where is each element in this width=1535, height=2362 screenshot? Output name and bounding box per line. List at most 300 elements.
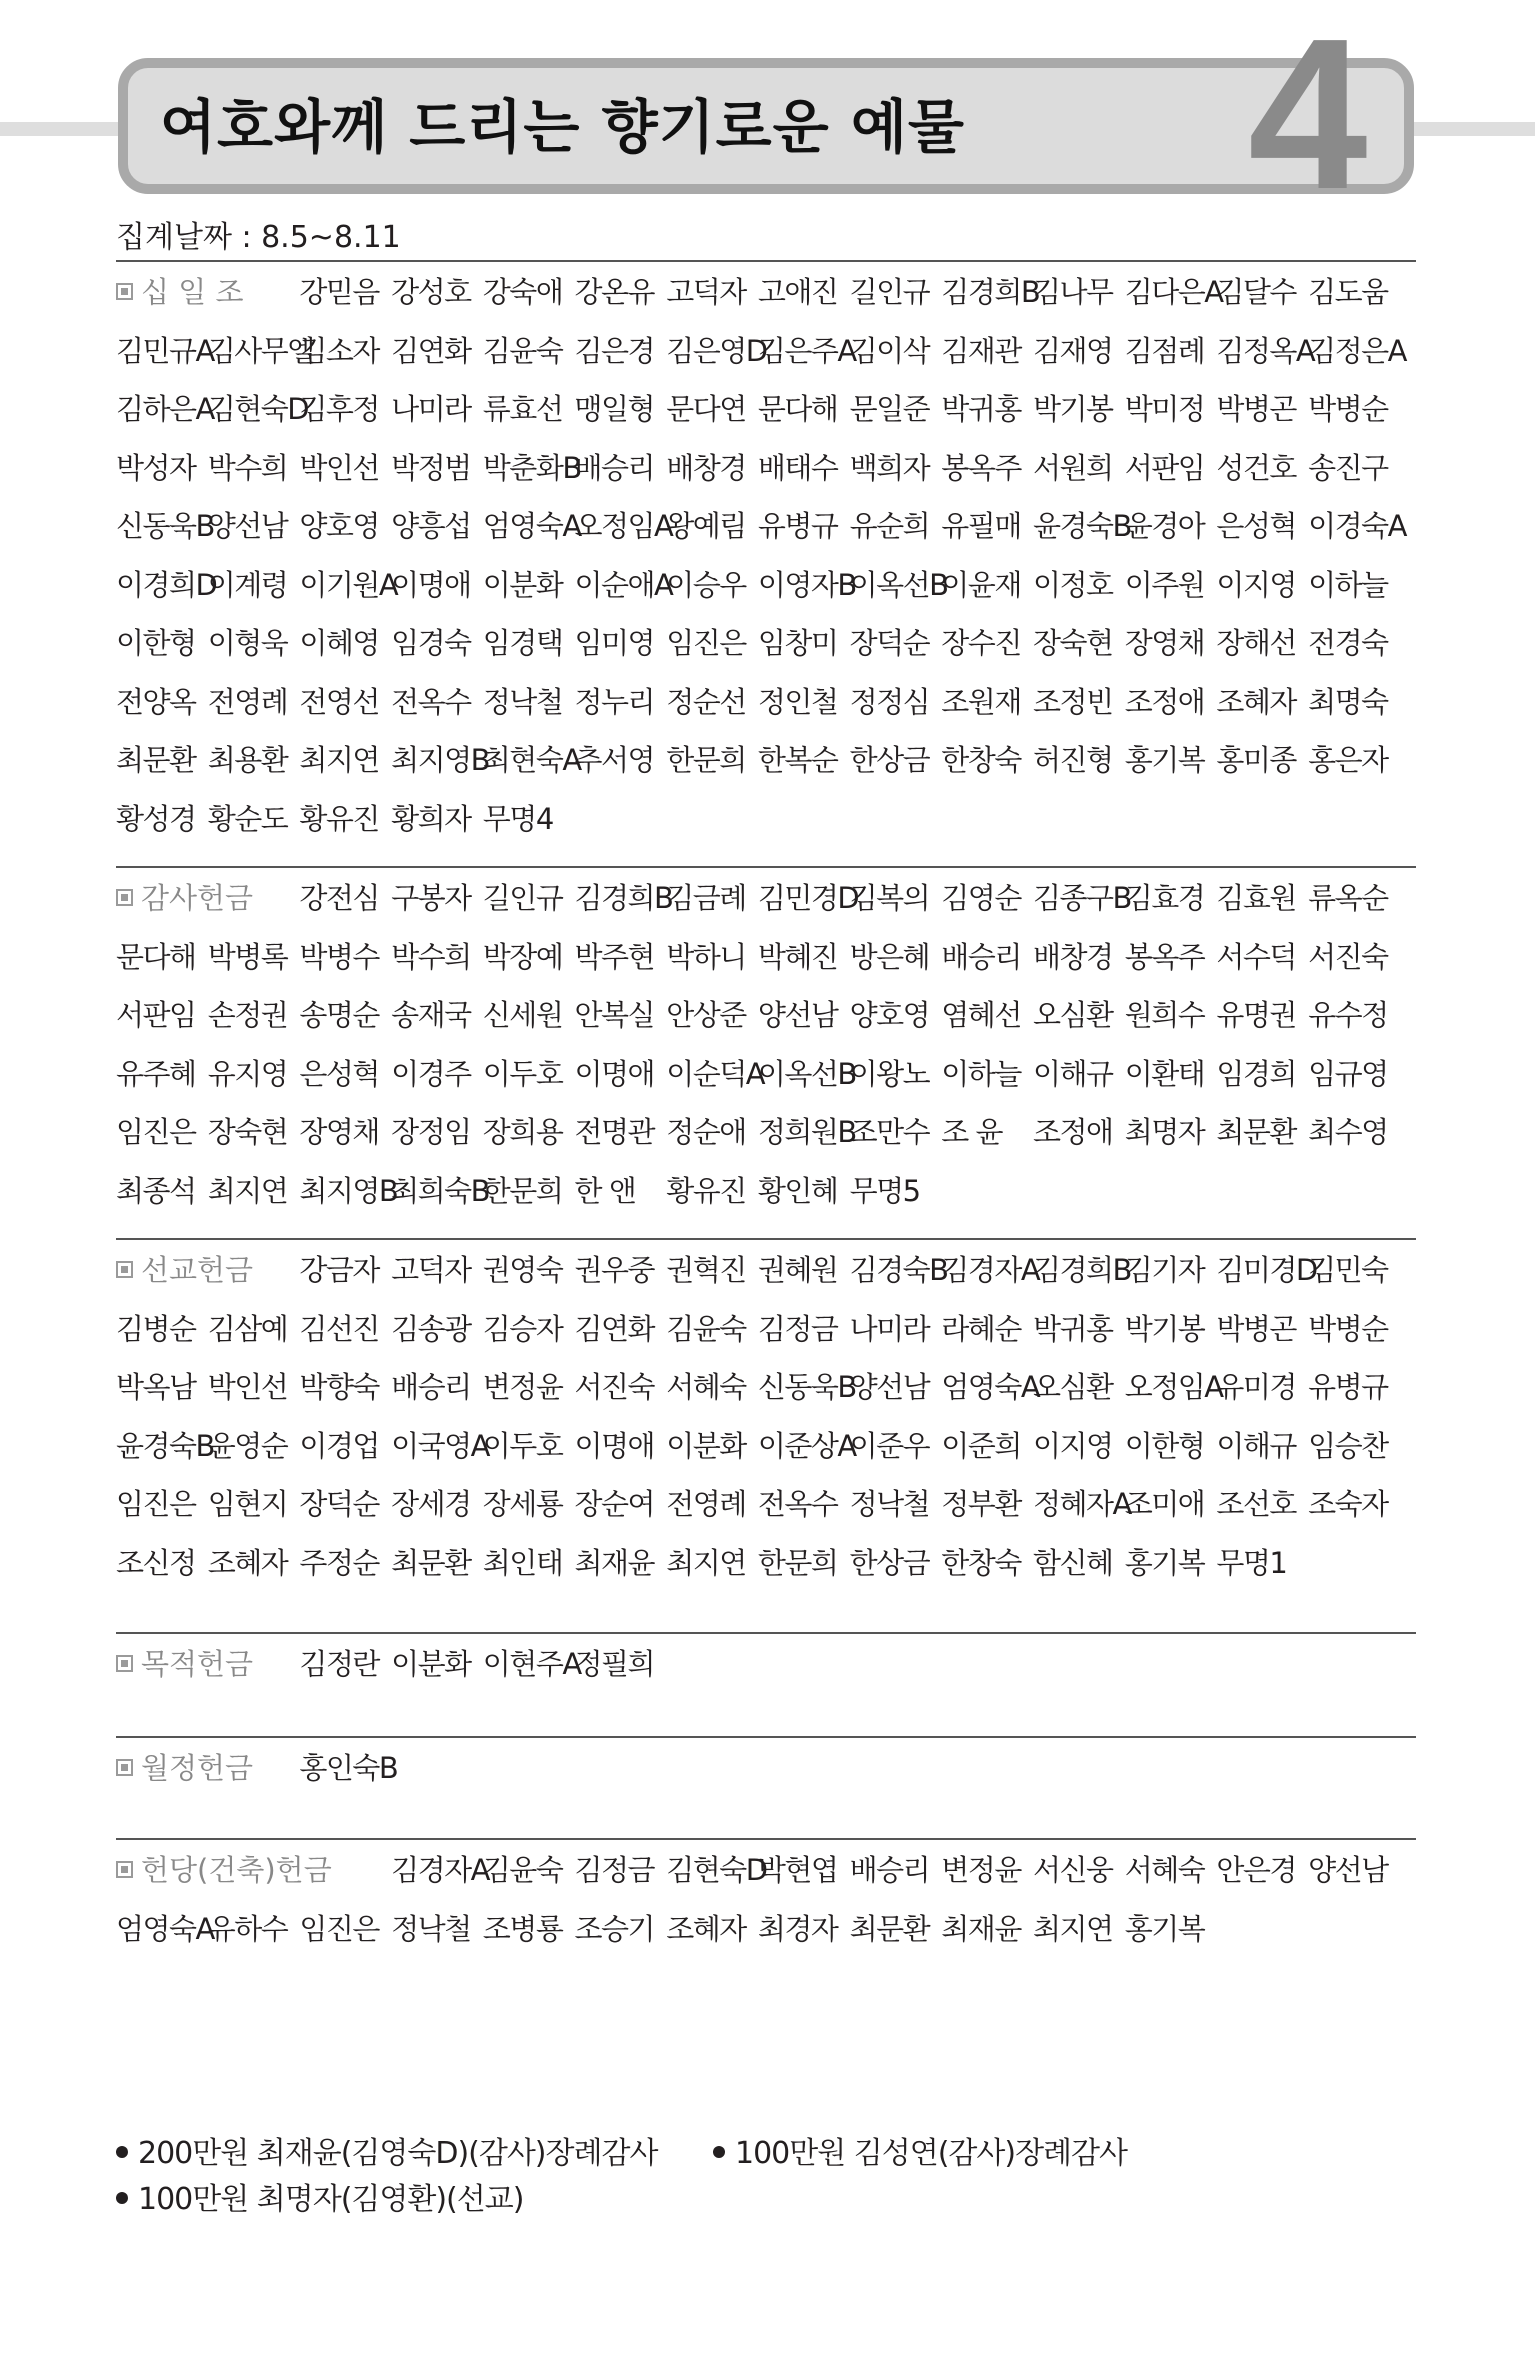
donor-name: 황유진 bbox=[666, 1173, 746, 1208]
donor-name: 추서영 bbox=[574, 743, 655, 777]
donor-name: 전영례 bbox=[666, 1487, 746, 1521]
donor-name: 김은주A bbox=[757, 333, 856, 368]
donor-name: 전경숙 bbox=[1308, 626, 1388, 660]
donor-name: 박향숙 bbox=[299, 1370, 379, 1404]
donor-name: 박미정 bbox=[1124, 392, 1205, 426]
donor-name: 최문환 bbox=[391, 1545, 471, 1580]
donor-name: 장세경 bbox=[391, 1487, 471, 1521]
donor-name: 최명자 bbox=[1124, 1115, 1205, 1149]
donor-name: 김민경D bbox=[757, 881, 859, 915]
donor-name: 박병순 bbox=[1308, 1311, 1388, 1346]
donor-name: 이지영 bbox=[1216, 567, 1296, 602]
donor-name: 김경희B bbox=[1033, 1253, 1131, 1287]
donor-name: 최지연 bbox=[666, 1545, 746, 1580]
donor-name: 이경숙A bbox=[1308, 509, 1406, 543]
donor-name: 한창숙 bbox=[941, 743, 1021, 777]
donor-name: 전옥수 bbox=[391, 684, 471, 719]
square-bullet-icon bbox=[116, 889, 133, 906]
donor-name: 임승찬 bbox=[1308, 1428, 1388, 1463]
donor-name: 황순도 bbox=[207, 801, 288, 836]
donor-name: 김효원 bbox=[1216, 881, 1296, 915]
donor-name: 최명숙 bbox=[1308, 684, 1388, 719]
donor-name: 배승리 bbox=[941, 939, 1021, 974]
donor-name: 김삼예 bbox=[207, 1311, 288, 1346]
donor-name: 김정옥A bbox=[1216, 333, 1315, 368]
donor-name: 구봉자 bbox=[391, 881, 471, 915]
donor-name: 전옥수 bbox=[757, 1487, 838, 1521]
donor-name: 최지영B bbox=[391, 743, 490, 777]
donor-name: 정인철 bbox=[757, 684, 838, 719]
donor-name: 김정금 bbox=[757, 1311, 838, 1346]
donor-name: 이분화 bbox=[666, 1428, 746, 1463]
donor-name: 류효선 bbox=[482, 392, 563, 426]
donor-name: 이준상A bbox=[757, 1428, 856, 1463]
donor-name: 한상금 bbox=[849, 743, 930, 777]
donor-name: 전영선 bbox=[299, 684, 379, 719]
donor-name: 변정윤 bbox=[482, 1370, 563, 1404]
section-label: 감사헌금 bbox=[116, 878, 253, 918]
donor-name: 오심환 bbox=[1033, 1370, 1113, 1404]
donor-name: 전명관 bbox=[574, 1115, 655, 1149]
donor-name: 임경숙 bbox=[391, 626, 471, 660]
donor-name: 봉옥주 bbox=[941, 450, 1021, 485]
donor-name: 이국영A bbox=[391, 1428, 489, 1463]
donor-name: 장영채 bbox=[299, 1115, 379, 1149]
section-divider bbox=[116, 1238, 1416, 1240]
donor-name: 김다은A bbox=[1124, 275, 1223, 309]
donor-name: 이기원A bbox=[299, 567, 398, 602]
donor-name: 양선남 bbox=[207, 509, 288, 543]
donor-name: 임진은 bbox=[666, 626, 746, 660]
donor-name: 이형욱 bbox=[207, 626, 288, 660]
donor-name: 문다해 bbox=[757, 392, 838, 426]
donor-name: 장해선 bbox=[1216, 626, 1296, 660]
donor-name: 방은혜 bbox=[849, 939, 930, 974]
donor-name: 한문희 bbox=[666, 743, 746, 777]
donor-name: 박옥남 bbox=[116, 1370, 196, 1404]
section-divider bbox=[116, 1838, 1416, 1840]
donor-name: 성건호 bbox=[1216, 450, 1296, 485]
donor-name: 최경자 bbox=[757, 1911, 838, 1946]
donor-name: 한문희 bbox=[757, 1545, 838, 1580]
donor-name: 문일준 bbox=[849, 392, 930, 426]
donor-name: 장수진 bbox=[941, 626, 1021, 660]
donor-name: 박병순 bbox=[1308, 392, 1388, 426]
square-bullet-icon bbox=[116, 1261, 133, 1278]
donor-name: 장영채 bbox=[1124, 626, 1205, 660]
donor-name: 임규영 bbox=[1308, 1056, 1388, 1091]
donor-name: 엄영숙A bbox=[116, 1911, 214, 1946]
donor-name: 이왕노 bbox=[849, 1056, 930, 1091]
donor-name: 박수희 bbox=[391, 939, 471, 974]
donor-name: 라혜순 bbox=[941, 1311, 1021, 1346]
donor-name: 안상준 bbox=[666, 998, 746, 1032]
donor-name: 한창숙 bbox=[941, 1545, 1021, 1580]
donor-name: 윤경숙B bbox=[1033, 509, 1131, 543]
donor-name: 주정순 bbox=[299, 1545, 379, 1580]
donor-name: 박하니 bbox=[666, 939, 746, 974]
donor-name: 고애진 bbox=[757, 275, 838, 309]
donor-name: 무명5 bbox=[849, 1173, 920, 1208]
donor-name: 이분화 bbox=[482, 567, 563, 602]
donor-name: 김정금 bbox=[574, 1853, 655, 1887]
square-bullet-icon bbox=[116, 283, 133, 300]
donor-name: 이명애 bbox=[574, 1428, 655, 1463]
donor-name: 김재영 bbox=[1033, 333, 1113, 368]
donor-name: 박주현 bbox=[574, 939, 655, 974]
donor-name: 최수영 bbox=[1308, 1115, 1388, 1149]
donor-name: 이한형 bbox=[116, 626, 196, 660]
donor-name: 박병곤 bbox=[1216, 392, 1296, 426]
donor-name: 윤경아 bbox=[1124, 509, 1205, 543]
section-divider bbox=[116, 1632, 1416, 1634]
donor-name: 이계령 bbox=[207, 567, 288, 602]
donor-name: 서신웅 bbox=[1033, 1853, 1113, 1887]
donor-name: 김복의 bbox=[849, 881, 930, 915]
donor-name: 윤영순 bbox=[207, 1428, 288, 1463]
donor-name: 이경희D bbox=[116, 567, 217, 602]
donor-name: 조정애 bbox=[1033, 1115, 1113, 1149]
donor-name: 정정심 bbox=[849, 684, 930, 719]
donor-name: 장덕순 bbox=[299, 1487, 379, 1521]
donor-name: 김병순 bbox=[116, 1311, 196, 1346]
donor-name: 강금자 bbox=[299, 1253, 379, 1287]
donor-name: 홍인숙B bbox=[299, 1751, 398, 1785]
donor-name: 한 앤 bbox=[574, 1173, 636, 1208]
donor-name: 박혜진 bbox=[757, 939, 838, 974]
donor-name: 강온유 bbox=[574, 275, 655, 309]
donor-name: 장숙현 bbox=[1033, 626, 1113, 660]
bullet-icon bbox=[713, 2146, 725, 2158]
donor-name: 최지연 bbox=[207, 1173, 288, 1208]
donor-name: 오심환 bbox=[1033, 998, 1113, 1032]
donor-name: 권영숙 bbox=[482, 1253, 563, 1287]
section-label: 선교헌금 bbox=[116, 1250, 253, 1290]
donor-name: 조정애 bbox=[1124, 684, 1205, 719]
donor-name: 이현주A bbox=[482, 1647, 581, 1681]
donor-name: 김후정 bbox=[299, 392, 379, 426]
donor-name: 배승리 bbox=[574, 450, 655, 485]
donor-name: 이정호 bbox=[1033, 567, 1113, 602]
donor-name: 최문환 bbox=[849, 1911, 930, 1946]
donor-name: 조혜자 bbox=[207, 1545, 288, 1580]
donor-name: 김경희B bbox=[941, 275, 1040, 309]
donor-name: 강성호 bbox=[391, 275, 471, 309]
donor-name: 양호영 bbox=[849, 998, 930, 1032]
donor-name: 이주원 bbox=[1124, 567, 1205, 602]
donor-name: 나미라 bbox=[849, 1311, 930, 1346]
donor-name: 정낙철 bbox=[391, 1911, 471, 1946]
donor-name: 김현숙D bbox=[207, 392, 309, 426]
donor-name: 이옥선B bbox=[849, 567, 948, 602]
donor-name: 권우중 bbox=[574, 1253, 655, 1287]
donor-name: 최인태 bbox=[482, 1545, 563, 1580]
donor-name: 박병수 bbox=[299, 939, 379, 974]
donor-name: 김미경D bbox=[1216, 1253, 1317, 1287]
donor-name: 박현엽 bbox=[757, 1853, 838, 1887]
donor-name: 최지연 bbox=[299, 743, 379, 777]
donor-name: 고덕자 bbox=[391, 1253, 471, 1287]
donor-name: 박기봉 bbox=[1033, 392, 1113, 426]
square-bullet-icon bbox=[116, 1759, 133, 1776]
donor-name: 조숙자 bbox=[1308, 1487, 1388, 1521]
donor-name: 이두호 bbox=[482, 1056, 563, 1091]
donor-name: 임진은 bbox=[116, 1115, 196, 1149]
bullet-icon bbox=[116, 2146, 128, 2158]
donor-name: 장숙현 bbox=[207, 1115, 288, 1149]
donor-name: 유미경 bbox=[1216, 1370, 1296, 1404]
donor-name: 김정란 bbox=[299, 1647, 379, 1681]
donor-name: 박인선 bbox=[299, 450, 379, 485]
donor-name: 배창경 bbox=[1033, 939, 1113, 974]
donor-name: 이경주 bbox=[391, 1056, 471, 1091]
donor-name: 김효경 bbox=[1124, 881, 1205, 915]
header-side-line-left bbox=[0, 122, 120, 136]
donor-name: 김도움 bbox=[1308, 275, 1388, 309]
donor-name: 양흥섭 bbox=[391, 509, 471, 543]
donor-name: 서진숙 bbox=[574, 1370, 655, 1404]
donor-name: 박수희 bbox=[207, 450, 288, 485]
donor-name: 임진은 bbox=[299, 1911, 379, 1946]
donor-name: 임경택 bbox=[482, 626, 563, 660]
donor-name: 이경업 bbox=[299, 1428, 379, 1463]
donor-name: 김경자A bbox=[391, 1853, 489, 1887]
donor-name: 서수덕 bbox=[1216, 939, 1296, 974]
donor-name: 전양옥 bbox=[116, 684, 196, 719]
donor-name: 조혜자 bbox=[666, 1911, 746, 1946]
note-item: 200만원 최재윤(김영숙D)(감사)장례감사 bbox=[116, 2128, 657, 2172]
donor-name: 이순덕A bbox=[666, 1056, 765, 1091]
donor-name: 정희원B bbox=[757, 1115, 856, 1149]
donor-name: 이준우 bbox=[849, 1428, 930, 1463]
donor-name: 서혜숙 bbox=[1124, 1853, 1205, 1887]
donor-name: 고덕자 bbox=[666, 275, 746, 309]
donor-name: 임미영 bbox=[574, 626, 655, 660]
donor-name: 박병곤 bbox=[1216, 1311, 1296, 1346]
donor-name: 최용환 bbox=[207, 743, 288, 777]
donor-name: 조 윤 bbox=[941, 1115, 1003, 1149]
donor-name: 조정빈 bbox=[1033, 684, 1113, 719]
donor-name: 임현지 bbox=[207, 1487, 288, 1521]
donor-name: 양선남 bbox=[1308, 1853, 1388, 1887]
donor-name: 김승자 bbox=[482, 1311, 563, 1346]
donor-name: 유지영 bbox=[207, 1056, 288, 1091]
donor-name: 봉옥주 bbox=[1124, 939, 1205, 974]
donor-name: 홍은자 bbox=[1308, 743, 1388, 777]
donor-name: 엄영숙A bbox=[482, 509, 581, 543]
donor-name: 김은영D bbox=[666, 333, 767, 368]
donor-name: 배태수 bbox=[757, 450, 838, 485]
donor-name: 이명애 bbox=[391, 567, 471, 602]
donor-name: 김재관 bbox=[941, 333, 1021, 368]
donor-name: 백희자 bbox=[849, 450, 930, 485]
donor-name: 무명1 bbox=[1216, 1545, 1287, 1580]
donor-name: 김민규A bbox=[116, 333, 214, 368]
donor-name: 오정임A bbox=[574, 509, 673, 543]
donor-name: 길인규 bbox=[849, 275, 930, 309]
donor-name: 김종구B bbox=[1033, 881, 1131, 915]
donor-name: 류옥순 bbox=[1308, 881, 1388, 915]
donor-name: 배승리 bbox=[391, 1370, 471, 1404]
donor-name: 권혁진 bbox=[666, 1253, 746, 1287]
donor-name: 윤경숙B bbox=[116, 1428, 214, 1463]
donor-name: 정필희 bbox=[574, 1647, 655, 1681]
donor-name: 엄영숙A bbox=[941, 1370, 1040, 1404]
donor-name: 최재윤 bbox=[574, 1545, 655, 1580]
donor-name: 최현숙A bbox=[482, 743, 581, 777]
donor-name: 양선남 bbox=[849, 1370, 930, 1404]
donor-name: 황유진 bbox=[299, 801, 379, 836]
donor-name: 나미라 bbox=[391, 392, 471, 426]
donor-name: 서판임 bbox=[1124, 450, 1205, 485]
donor-name: 오정임A bbox=[1124, 1370, 1223, 1404]
donor-name: 왕예림 bbox=[666, 509, 746, 543]
page-title: 여호와께 드리는 향기로운 예물 bbox=[160, 93, 965, 161]
donor-name: 정낙철 bbox=[849, 1487, 930, 1521]
donor-name: 정부환 bbox=[941, 1487, 1021, 1521]
donor-name: 최문환 bbox=[116, 743, 196, 777]
donor-name: 조승기 bbox=[574, 1911, 655, 1946]
donor-name: 권혜원 bbox=[757, 1253, 838, 1287]
donor-name: 이옥선B bbox=[757, 1056, 856, 1091]
donor-name: 김기자 bbox=[1124, 1253, 1205, 1287]
donor-name: 김경자A bbox=[941, 1253, 1040, 1287]
section-label: 헌당(건축)헌금 bbox=[116, 1850, 332, 1890]
donor-name: 이분화 bbox=[391, 1647, 471, 1681]
section-divider bbox=[116, 260, 1416, 262]
donor-name: 양호영 bbox=[299, 509, 379, 543]
donor-name: 유명권 bbox=[1216, 998, 1296, 1032]
donor-name: 홍기복 bbox=[1124, 743, 1205, 777]
bullet-icon bbox=[116, 2192, 128, 2204]
donor-name: 이순애A bbox=[574, 567, 673, 602]
donor-name: 이준희 bbox=[941, 1428, 1021, 1463]
square-bullet-icon bbox=[116, 1655, 133, 1672]
donor-name: 정누리 bbox=[574, 684, 655, 719]
donor-name: 강믿음 bbox=[299, 275, 379, 309]
donor-name: 김금례 bbox=[666, 881, 746, 915]
donor-name: 김이삭 bbox=[849, 333, 930, 368]
donor-name: 이윤재 bbox=[941, 567, 1021, 602]
donor-name: 조만수 bbox=[849, 1115, 930, 1149]
section-label: 십 일 조 bbox=[116, 272, 243, 312]
donor-name: 홍기복 bbox=[1124, 1545, 1205, 1580]
donor-name: 정순선 bbox=[666, 684, 746, 719]
donor-name: 이해규 bbox=[1033, 1056, 1113, 1091]
donor-name: 문다해 bbox=[116, 939, 196, 974]
donor-name: 서원희 bbox=[1033, 450, 1113, 485]
donor-name: 안은경 bbox=[1216, 1853, 1296, 1887]
donor-name: 임경희 bbox=[1216, 1056, 1296, 1091]
donor-name: 한상금 bbox=[849, 1545, 930, 1580]
donor-name: 김선진 bbox=[299, 1311, 379, 1346]
donor-name: 이지영 bbox=[1033, 1428, 1113, 1463]
donor-name: 김연화 bbox=[391, 333, 471, 368]
donor-name: 김민숙 bbox=[1308, 1253, 1388, 1287]
donor-name: 함신혜 bbox=[1033, 1545, 1113, 1580]
donor-name: 안복실 bbox=[574, 998, 655, 1032]
donor-name: 은성혁 bbox=[299, 1056, 379, 1091]
section-label: 월정헌금 bbox=[116, 1748, 253, 1788]
donor-name: 김달수 bbox=[1216, 275, 1296, 309]
square-bullet-icon bbox=[116, 1861, 133, 1878]
donor-name: 이승우 bbox=[666, 567, 746, 602]
tally-period: 집계날짜 : 8.5~8.11 bbox=[116, 220, 401, 255]
donor-name: 황인혜 bbox=[757, 1173, 838, 1208]
donor-name: 이환태 bbox=[1124, 1056, 1205, 1091]
donor-name: 김경숙B bbox=[849, 1253, 948, 1287]
donor-name: 김정은A bbox=[1308, 333, 1406, 368]
donor-name: 배승리 bbox=[849, 1853, 930, 1887]
donor-name: 장덕순 bbox=[849, 626, 930, 660]
donor-name: 김소자 bbox=[299, 333, 379, 368]
donor-name: 장희용 bbox=[482, 1115, 563, 1149]
donor-name: 은성혁 bbox=[1216, 509, 1296, 543]
donor-name: 정낙철 bbox=[482, 684, 563, 719]
section-label: 목적헌금 bbox=[116, 1644, 253, 1684]
section-divider bbox=[116, 866, 1416, 868]
donor-name: 유순희 bbox=[849, 509, 930, 543]
donor-name: 이명애 bbox=[574, 1056, 655, 1091]
donor-name: 홍기복 bbox=[1124, 1911, 1205, 1946]
donor-name: 박귀홍 bbox=[941, 392, 1021, 426]
donor-name: 박기봉 bbox=[1124, 1311, 1205, 1346]
donor-name: 신동욱B bbox=[116, 509, 214, 543]
donor-name: 김현숙D bbox=[666, 1853, 767, 1887]
donor-name: 이하늘 bbox=[1308, 567, 1388, 602]
donor-name: 서혜숙 bbox=[666, 1370, 746, 1404]
donor-name: 조선호 bbox=[1216, 1487, 1296, 1521]
donor-name: 정혜자A bbox=[1033, 1487, 1131, 1521]
donor-name: 이영자B bbox=[757, 567, 856, 602]
donor-name: 김사무엘 bbox=[207, 333, 314, 368]
donor-name: 최재윤 bbox=[941, 1911, 1021, 1946]
donor-name: 최종석 bbox=[116, 1173, 196, 1208]
donor-name: 무명4 bbox=[482, 801, 553, 836]
donor-name: 김경희B bbox=[574, 881, 673, 915]
donor-name: 강숙애 bbox=[482, 275, 563, 309]
donor-name: 이하늘 bbox=[941, 1056, 1021, 1091]
donor-name: 신세원 bbox=[482, 998, 563, 1032]
donor-name: 임창미 bbox=[757, 626, 838, 660]
donor-name: 장정임 bbox=[391, 1115, 471, 1149]
donor-name: 최지연 bbox=[1033, 1911, 1113, 1946]
donor-name: 유주혜 bbox=[116, 1056, 196, 1091]
donor-name: 송명순 bbox=[299, 998, 379, 1032]
donor-name: 이혜영 bbox=[299, 626, 379, 660]
donor-name: 길인규 bbox=[482, 881, 563, 915]
donor-name: 이해규 bbox=[1216, 1428, 1296, 1463]
donor-name: 김연화 bbox=[574, 1311, 655, 1346]
donor-name: 박장예 bbox=[482, 939, 563, 974]
issue-number: 4 bbox=[1248, 0, 1368, 234]
donor-name: 최지영B bbox=[299, 1173, 398, 1208]
note-item: 100만원 김성연(감사)장례감사 bbox=[713, 2128, 1127, 2172]
donor-name: 서판임 bbox=[116, 998, 196, 1032]
note-item: 100만원 최명자(김영환)(선교) bbox=[116, 2174, 523, 2218]
donor-name: 홍미종 bbox=[1216, 743, 1296, 777]
donor-name: 장세룡 bbox=[482, 1487, 563, 1521]
donor-name: 김나무 bbox=[1033, 275, 1113, 309]
donor-name: 박귀홍 bbox=[1033, 1311, 1113, 1346]
donor-name: 김은경 bbox=[574, 333, 655, 368]
section-divider bbox=[116, 1736, 1416, 1738]
donor-name: 최희숙B bbox=[391, 1173, 490, 1208]
donor-name: 서진숙 bbox=[1308, 939, 1388, 974]
donor-name: 박병록 bbox=[207, 939, 288, 974]
donor-name: 문다연 bbox=[666, 392, 746, 426]
donor-name: 황희자 bbox=[391, 801, 471, 836]
